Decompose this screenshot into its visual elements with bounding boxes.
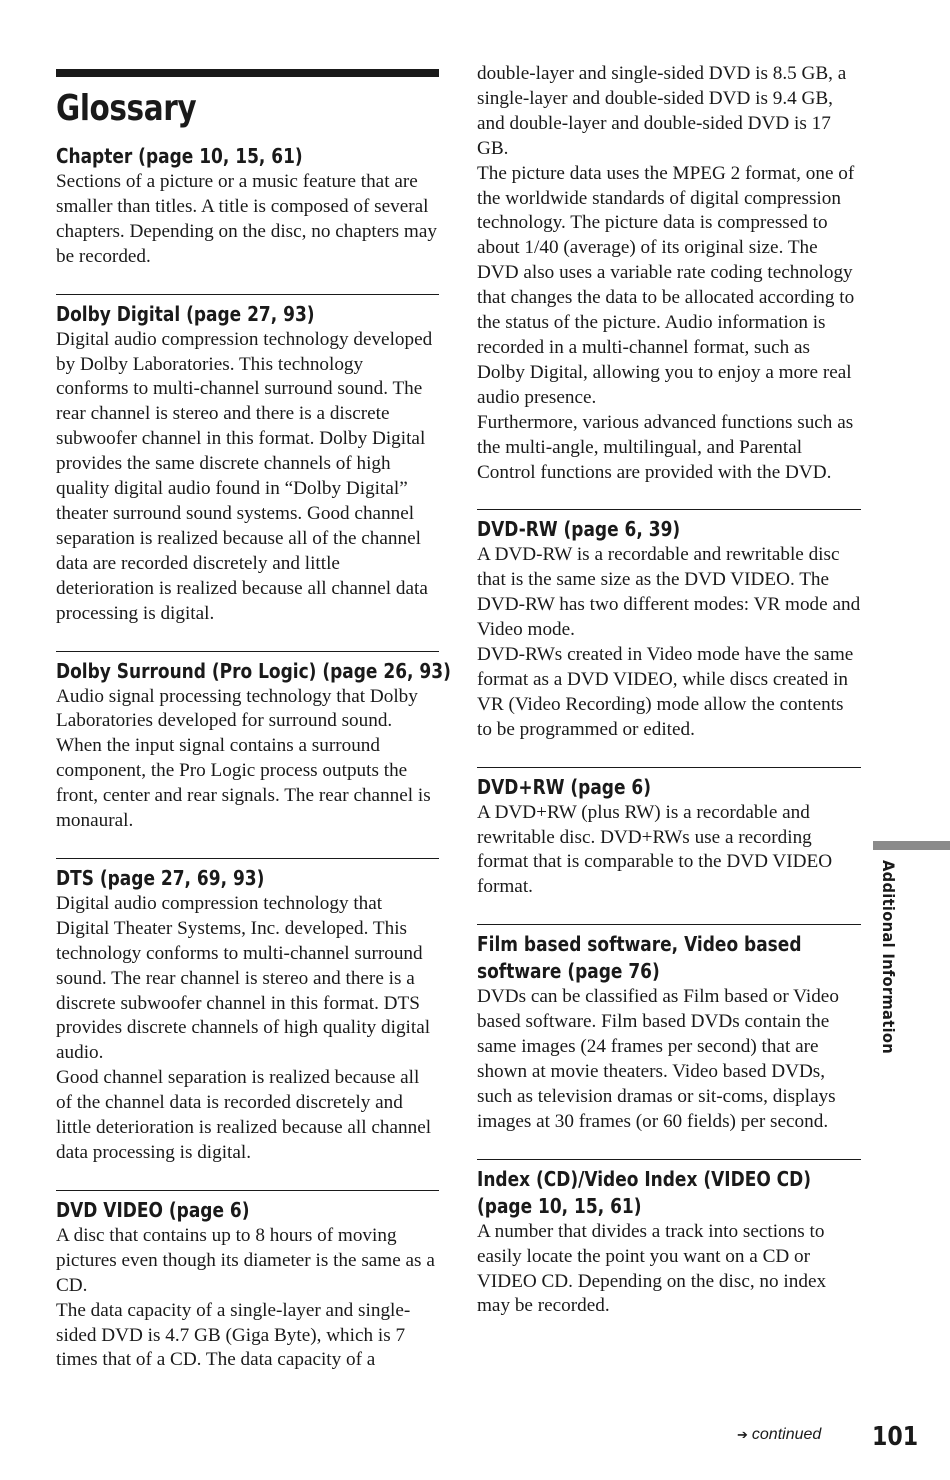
entry-divider [56,858,439,859]
glossary-definition [56,685,439,834]
entry-divider [56,1190,439,1191]
definition-paragraph: The data capacity of a single-layer and single-sided DVD is 4.7 GB (Giga Byte), which is 7 times that of a CD. The data capacity of a [56,1299,411,1371]
section-tab-label: Additional Information [879,860,898,1055]
continued-label: continued [751,1426,822,1443]
glossary-definition [477,1220,861,1320]
definition-paragraph: The picture data uses the MPEG 2 format, one of the worldwide standards of digital compression technology. The picture data is compressed to about 1/40 (average) of its original size. The DVD also uses a variable rate coding technology that changes the data to be allocated according to the status of the picture. Audio information is recorded in a multi-channel format, such as Dolby Digital, allowing you to enjoy a more real audio presence. [477,162,855,408]
entry-divider [477,767,861,768]
glossary-term: Film based software, Video based software (page 76) [477,932,802,984]
glossary-definition [477,801,861,901]
entry-divider [56,651,439,652]
definition-paragraph: Digital audio compression technology developed by Dolby Laboratories. This technology conforms to multi-channel surround sound. The rear channel is stereo and there is a discrete subwoofer channel in this format. Dolby Digital provides the same discrete channels of high quality digital audio found in “Dolby Digital” theater surround sound systems. Good channel separation is realized because all of the channel data are recorded discretely and little deterioration is realized because all channel data processing is digital. [56,328,433,624]
definition-paragraph: A DVD-RW is a recordable and rewritable disc that is the same size as the DVD VIDEO. The DVD-RW has two different modes: VR mode and Video mode. [477,544,861,641]
glossary-definition [477,985,861,1134]
continued-note [737,1426,821,1444]
right-entries [477,62,861,1319]
glossary-term: DVD+RW (page 6) [477,774,652,799]
definition-paragraph: DVDs can be classified as Film based or Video based software. Film based DVDs contain the same images (24 frames per second) that are shown at movie theaters. Video based DVDs, such as television dramas or sit-coms, displays images at 30 frames (or 60 fields) per second. [477,986,839,1132]
glossary-term: Index (CD)/Video Index (VIDEO CD) (page 10, 15, 61) [477,1166,812,1218]
glossary-definition [56,892,439,1166]
definition-paragraph: Furthermore, various advanced functions such as the multi-angle, multilingual, and Parental Control functions are provided with the DVD. [477,411,854,483]
glossary-definition [477,543,861,742]
glossary-entry [477,62,861,485]
glossary-entry [477,1159,861,1320]
glossary-definition [56,1224,439,1373]
glossary-entry [477,767,861,901]
glossary-definition [477,62,861,485]
definition-paragraph: Sections of a picture or a music feature that are smaller than titles. A title is composed of several chapters. Depending on the disc, no chapters may be recorded. [56,171,437,267]
definition-paragraph: A DVD+RW (plus RW) is a recordable and rewritable disc. DVD+RWs use a recording format that is comparable to the DVD VIDEO format. [477,801,833,898]
definition-paragraph: Audio signal processing technology that Dolby Laboratories developed for surround sound. When the input signal contains a surround component, the Pro Logic process outputs the front, center and rear signals. The rear channel is monaural. [56,685,431,832]
arrow-right-icon: ➔ [737,1427,748,1442]
definition-paragraph: double-layer and single-sided DVD is 8.5 GB, a single-layer and double-sided DVD is 9.4 GB, and double-layer and double-sided DVD is 17 GB. [477,63,847,159]
glossary-entry [477,924,861,1134]
entry-divider [477,509,861,510]
glossary-definition [56,328,439,627]
right-column [477,62,861,1319]
title-rule [56,69,439,77]
entry-divider [477,924,861,925]
left-column [56,0,451,1373]
definition-paragraph: A number that divides a track into sections to easily locate the point you want on a CD or VIDEO CD. Depending on the disc, no index may be recorded. [477,1220,827,1317]
glossary-term: Dolby Surround (Pro Logic) (page 26, 93) [56,658,451,683]
definition-paragraph: Good channel separation is realized because all of the channel data is recorded discretely and little deterioration is realized because all channel data processing is digital. [56,1067,432,1163]
glossary-term: Chapter (page 10, 15, 61) [56,144,303,168]
glossary-definition [56,170,439,270]
glossary-entry [56,143,439,270]
glossary-term: DVD-RW (page 6, 39) [477,517,681,542]
glossary-entry [477,509,861,742]
glossary-entry [56,858,439,1166]
left-entries [56,143,451,1373]
page-number: 101 [872,1422,919,1452]
section-tab-bar [873,841,950,850]
page-title: Glossary [56,88,197,129]
glossary-term: Dolby Digital (page 27, 93) [56,301,315,326]
definition-paragraph: A disc that contains up to 8 hours of moving pictures even though its diameter is the same as a CD. [56,1224,435,1296]
glossary-term: DVD VIDEO (page 6) [56,1197,250,1222]
glossary-entry [56,651,451,834]
glossary-entry [56,1190,439,1373]
definition-paragraph: Digital audio compression technology that Digital Theater Systems, Inc. developed. This technology conforms to multi-channel surround sound. The rear channel is stereo and there is a discrete subwoofer channel in this format. DTS provides discrete channels of high quality digital audio. [56,892,431,1064]
entry-divider [477,1159,861,1160]
glossary-entry [56,294,439,627]
entry-divider [56,294,439,295]
glossary-term: DTS (page 27, 69, 93) [56,865,265,890]
definition-paragraph: DVD-RWs created in Video mode have the same format as a DVD VIDEO, while discs created in VR (Video Recording) mode allow the contents to be programmed or edited. [477,644,854,740]
